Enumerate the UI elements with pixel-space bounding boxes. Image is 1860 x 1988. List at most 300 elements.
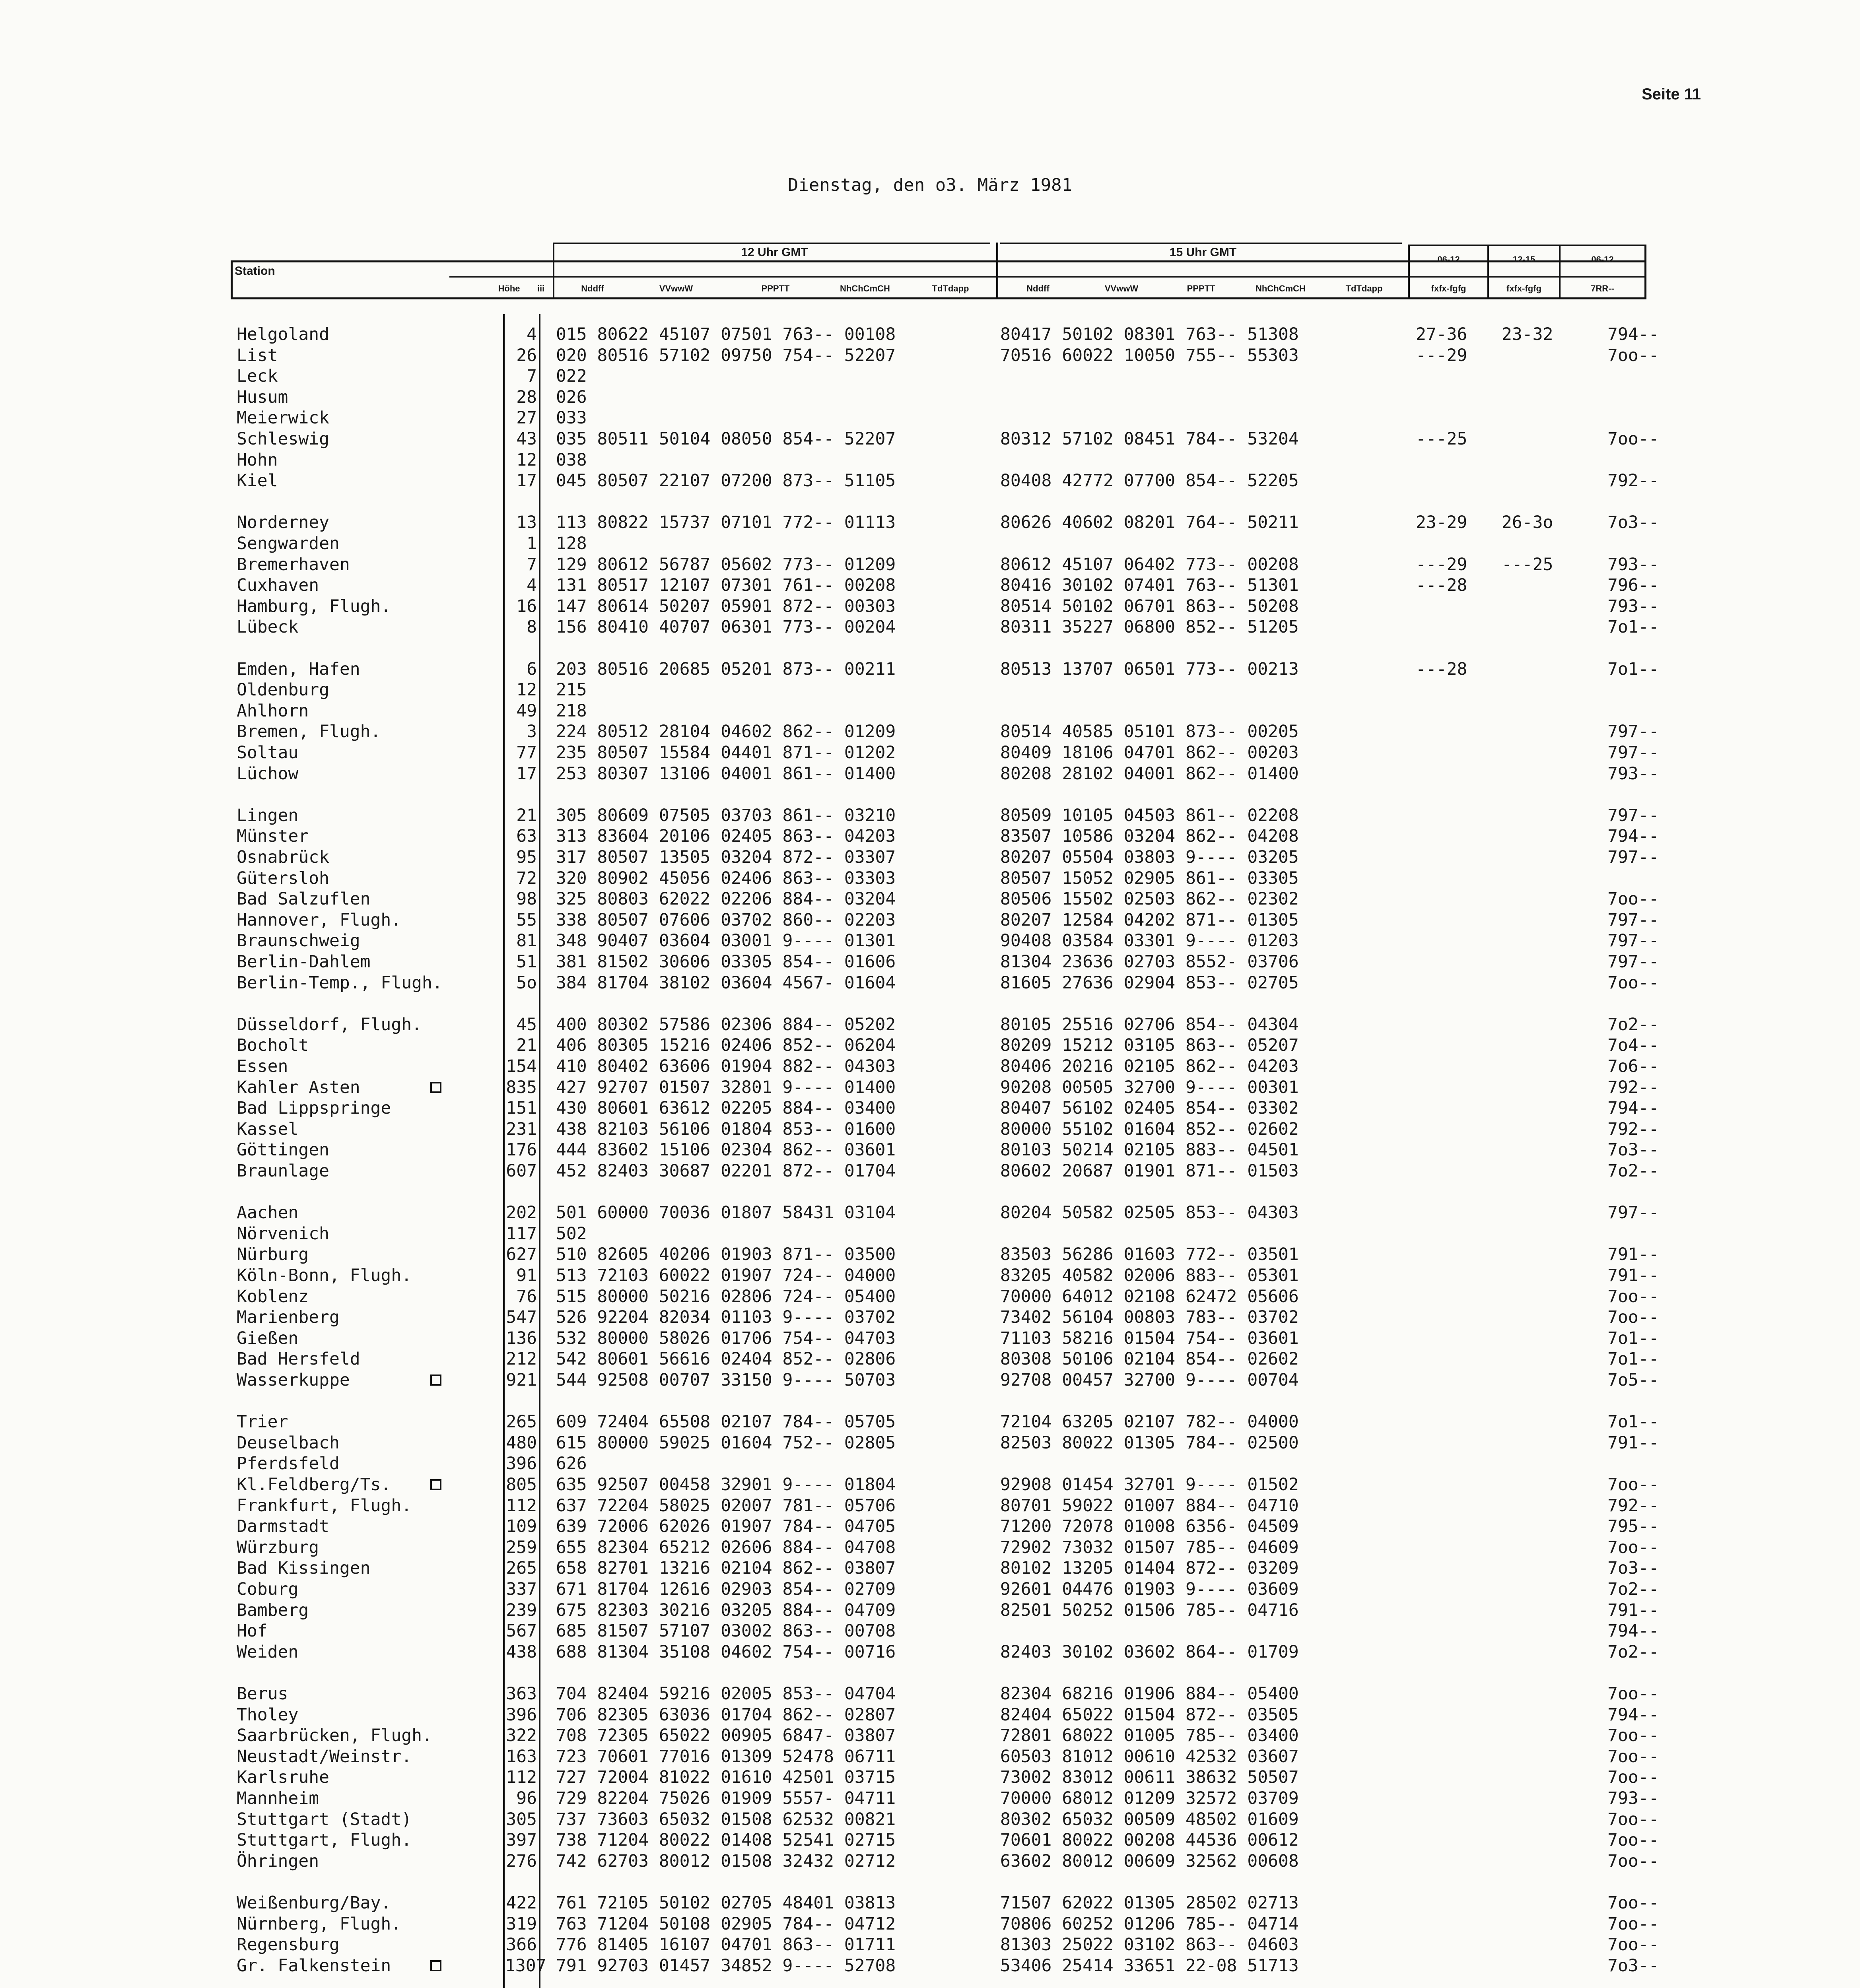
- precip-06-12: 794--: [1607, 1621, 1659, 1641]
- station-hoehe: 480: [506, 1433, 537, 1453]
- station-name: Wasserkuppe: [237, 1370, 350, 1390]
- table-row: [0, 1307, 1860, 1328]
- table-row: [0, 910, 1860, 931]
- precip-06-12: 797--: [1607, 847, 1659, 867]
- gust-06-12: ---29: [1416, 346, 1467, 365]
- station-name: Hof: [237, 1621, 268, 1641]
- precip-06-12: 7oo--: [1607, 1726, 1659, 1745]
- station-hoehe: 319: [506, 1914, 537, 1934]
- station-hoehe: 322: [506, 1726, 537, 1745]
- table-row: [0, 1035, 1860, 1056]
- obs-12-uhr: 022: [556, 366, 587, 386]
- station-hoehe: 17: [516, 764, 537, 784]
- table-row: [0, 1202, 1860, 1223]
- header-hoehe: Höhe: [498, 283, 520, 293]
- obs-12-uhr: 502: [556, 1224, 587, 1244]
- obs-15-uhr: 70601 80022 00208 44536 00612: [1000, 1830, 1299, 1850]
- obs-12-uhr: 203 80516 20685 05201 873-- 00211: [556, 659, 896, 679]
- station-hoehe: 366: [506, 1935, 537, 1955]
- header-range-06-12-rr: 06-12: [1591, 254, 1614, 264]
- precip-06-12: 7oo--: [1607, 1914, 1659, 1934]
- station-name: Norderney: [237, 513, 329, 532]
- station-hoehe: 1307: [505, 1956, 546, 1976]
- obs-12-uhr: 763 71204 50108 02905 784-- 04712: [556, 1914, 896, 1934]
- station-name: Kl.Feldberg/Ts.: [237, 1475, 391, 1495]
- precip-06-12: 7oo--: [1607, 1809, 1659, 1829]
- table-row: [0, 617, 1860, 638]
- precip-06-12: 7oo--: [1607, 1684, 1659, 1704]
- station-name: Lüchow: [237, 764, 299, 784]
- precip-06-12: 797--: [1607, 722, 1659, 742]
- obs-15-uhr: 80701 59022 01007 884-- 04710: [1000, 1496, 1299, 1516]
- station-hoehe: 8: [527, 617, 537, 637]
- station-name: Hamburg, Flugh.: [237, 596, 391, 616]
- obs-15-uhr: 71103 58216 01504 754-- 03601: [1000, 1328, 1299, 1348]
- station-hoehe: 265: [506, 1412, 537, 1432]
- obs-12-uhr: 035 80511 50104 08050 854-- 52207: [556, 429, 896, 449]
- station-hoehe: 259: [506, 1538, 537, 1557]
- station-name: Kiel: [237, 471, 278, 491]
- station-hoehe: 396: [506, 1454, 537, 1474]
- precip-06-12: 792--: [1607, 1077, 1659, 1097]
- station-hoehe: 28: [516, 387, 537, 407]
- station-hoehe: 396: [506, 1705, 537, 1725]
- obs-12-uhr: 038: [556, 450, 587, 470]
- table-row: [0, 408, 1860, 429]
- obs-12-uhr: 685 81507 57107 03002 863-- 00708: [556, 1621, 896, 1641]
- gust-06-12: ---25: [1416, 429, 1467, 449]
- obs-12-uhr: 325 80803 62022 02206 884-- 03204: [556, 889, 896, 909]
- obs-15-uhr: 60503 81012 00610 42532 03607: [1000, 1747, 1299, 1767]
- obs-12-uhr: 427 92707 01507 32801 9---- 01400: [556, 1077, 896, 1097]
- obs-12-uhr: 253 80307 13106 04001 861-- 01400: [556, 764, 896, 784]
- obs-15-uhr: 70806 60252 01206 785-- 04714: [1000, 1914, 1299, 1934]
- table-row: [0, 1600, 1860, 1621]
- station-name: Gütersloh: [237, 868, 329, 888]
- obs-15-uhr: 71507 62022 01305 28502 02713: [1000, 1893, 1299, 1913]
- station-name: Bad Salzuflen: [237, 889, 371, 909]
- station-name: Deuselbach: [237, 1433, 340, 1453]
- station-name: Münster: [237, 826, 309, 846]
- table-row: [0, 1537, 1860, 1558]
- table-row: [0, 429, 1860, 450]
- obs-15-uhr: 80207 12584 04202 871-- 01305: [1000, 910, 1299, 930]
- station-hoehe: 202: [506, 1203, 537, 1223]
- precip-06-12: 7o3--: [1607, 1956, 1659, 1976]
- header-range-06-12: 06-12: [1437, 254, 1460, 264]
- precip-06-12: 7o2--: [1607, 1642, 1659, 1662]
- precip-06-12: 7o1--: [1607, 1412, 1659, 1432]
- precip-06-12: 7o5--: [1607, 1370, 1659, 1390]
- precip-06-12: 7oo--: [1607, 1830, 1659, 1850]
- station-name: Tholey: [237, 1705, 299, 1725]
- obs-15-uhr: 82503 80022 01305 784-- 02500: [1000, 1433, 1299, 1453]
- gust-06-12: 23-29: [1416, 513, 1467, 532]
- obs-15-uhr: 80626 40602 08201 764-- 50211: [1000, 513, 1299, 532]
- table-row: [0, 742, 1860, 763]
- precip-06-12: 7oo--: [1607, 429, 1659, 449]
- station-name: Gr. Falkenstein: [237, 1956, 391, 1976]
- table-row: [0, 1014, 1860, 1035]
- obs-12-uhr: 542 80601 56616 02404 852-- 02806: [556, 1349, 896, 1369]
- station-name: Nürnberg, Flugh.: [237, 1914, 402, 1934]
- station-name: Trier: [237, 1412, 288, 1432]
- table-row: [0, 679, 1860, 701]
- col15-tdtdapp: TdTdapp: [1345, 283, 1383, 293]
- obs-12-uhr: 320 80902 45056 02406 863-- 03303: [556, 868, 896, 888]
- precip-06-12: 7oo--: [1607, 889, 1659, 909]
- obs-15-uhr: 90208 00505 32700 9---- 00301: [1000, 1077, 1299, 1097]
- table-row: [0, 1411, 1860, 1433]
- obs-12-uhr: 639 72006 62026 01907 784-- 04705: [556, 1516, 896, 1536]
- station-hoehe: 21: [516, 806, 537, 825]
- precip-06-12: 795--: [1607, 1516, 1659, 1536]
- precip-06-12: 7oo--: [1607, 1935, 1659, 1955]
- obs-15-uhr: 80209 15212 03105 863-- 05207: [1000, 1035, 1299, 1055]
- station-hoehe: 1: [527, 534, 537, 553]
- obs-15-uhr: 71200 72078 01008 6356- 04509: [1000, 1516, 1299, 1536]
- obs-12-uhr: 544 92508 00707 33150 9---- 50703: [556, 1370, 896, 1390]
- obs-12-uhr: 776 81405 16107 04701 863-- 01711: [556, 1935, 896, 1955]
- table-row: [0, 1558, 1860, 1579]
- obs-15-uhr: 81605 27636 02904 853-- 02705: [1000, 973, 1299, 993]
- col12-nddff: Nddff: [581, 283, 604, 293]
- table-row: [0, 847, 1860, 868]
- header-15-uhr: 15 Uhr GMT: [1169, 246, 1237, 259]
- obs-15-uhr: 80204 50582 02505 853-- 04303: [1000, 1203, 1299, 1223]
- station-name: Regensburg: [237, 1935, 340, 1955]
- station-name: Soltau: [237, 743, 299, 763]
- station-hoehe: 109: [506, 1516, 537, 1536]
- station-hoehe: 265: [506, 1558, 537, 1578]
- obs-15-uhr: 80406 20216 02105 862-- 04203: [1000, 1056, 1299, 1076]
- station-name: Koblenz: [237, 1287, 309, 1307]
- station-hoehe: 72: [516, 868, 537, 888]
- obs-12-uhr: 215: [556, 680, 587, 700]
- obs-15-uhr: 92908 01454 32701 9---- 01502: [1000, 1475, 1299, 1495]
- table-row: [0, 533, 1860, 554]
- station-hoehe: 627: [506, 1244, 537, 1264]
- table-row: [0, 1244, 1860, 1265]
- col15-ppptt: PPPTT: [1187, 283, 1215, 293]
- open-square-icon: [430, 1082, 441, 1093]
- table-row: [0, 659, 1860, 680]
- station-hoehe: 921: [506, 1370, 537, 1390]
- station-hoehe: 77: [516, 743, 537, 763]
- station-hoehe: 547: [506, 1307, 537, 1327]
- gust-06-12: ---28: [1416, 575, 1467, 595]
- obs-12-uhr: 637 72204 58025 02007 781-- 05706: [556, 1496, 896, 1516]
- obs-12-uhr: 224 80512 28104 04602 862-- 01209: [556, 722, 896, 742]
- station-name: Bocholt: [237, 1035, 309, 1055]
- table-row: [0, 1725, 1860, 1746]
- station-hoehe: 176: [506, 1140, 537, 1160]
- open-square-icon: [430, 1375, 441, 1386]
- table-row: [0, 1914, 1860, 1935]
- station-name: Coburg: [237, 1579, 299, 1599]
- obs-15-uhr: 73402 56104 00803 783-- 03702: [1000, 1307, 1299, 1327]
- table-row: [0, 512, 1860, 533]
- table-row: [0, 1705, 1860, 1726]
- table-row: [0, 721, 1860, 742]
- obs-15-uhr: 72902 73032 01507 785-- 04609: [1000, 1538, 1299, 1557]
- page-number: Seite 11: [1641, 85, 1701, 103]
- table-row: [0, 345, 1860, 366]
- table-row: [0, 826, 1860, 847]
- obs-15-uhr: 82501 50252 01506 785-- 04716: [1000, 1600, 1299, 1620]
- station-name: Frankfurt, Flugh.: [237, 1496, 412, 1516]
- station-hoehe: 95: [516, 847, 537, 867]
- obs-15-uhr: 80312 57102 08451 784-- 53204: [1000, 429, 1299, 449]
- obs-12-uhr: 532 80000 58026 01706 754-- 04703: [556, 1328, 896, 1348]
- obs-12-uhr: 430 80601 63612 02205 884-- 03400: [556, 1098, 896, 1118]
- station-hoehe: 438: [506, 1642, 537, 1662]
- station-name: Berlin-Temp., Flugh.: [237, 973, 443, 993]
- obs-15-uhr: 72104 63205 02107 782-- 04000: [1000, 1412, 1299, 1432]
- obs-12-uhr: 452 82403 30687 02201 872-- 01704: [556, 1161, 896, 1181]
- station-name: Hannover, Flugh.: [237, 910, 402, 930]
- obs-15-uhr: 80612 45107 06402 773-- 00208: [1000, 555, 1299, 575]
- station-hoehe: 567: [506, 1621, 537, 1641]
- table-row: [0, 1161, 1860, 1182]
- precip-06-12: 7oo--: [1607, 1851, 1659, 1871]
- station-name: Lingen: [237, 806, 299, 825]
- obs-15-uhr: 80506 15502 02503 862-- 02302: [1000, 889, 1299, 909]
- obs-12-uhr: 727 72004 81022 01610 42501 03715: [556, 1767, 896, 1787]
- precip-06-12: 793--: [1607, 1788, 1659, 1808]
- gust-06-12: ---29: [1416, 555, 1467, 575]
- table-row: [0, 366, 1860, 387]
- table-row: [0, 1370, 1860, 1391]
- precip-06-12: 7oo--: [1607, 1475, 1659, 1495]
- obs-15-uhr: 70000 68012 01209 32572 03709: [1000, 1788, 1299, 1808]
- precip-06-12: 797--: [1607, 931, 1659, 951]
- station-hoehe: 17: [516, 471, 537, 491]
- precip-06-12: 797--: [1607, 806, 1659, 825]
- station-name: Mannheim: [237, 1788, 319, 1808]
- station-hoehe: 13: [516, 513, 537, 532]
- precip-06-12: 791--: [1607, 1433, 1659, 1453]
- station-name: Darmstadt: [237, 1516, 329, 1536]
- precip-06-12: 7oo--: [1607, 1307, 1659, 1327]
- obs-15-uhr: 80416 30102 07401 763-- 51301: [1000, 575, 1299, 595]
- table-row: [0, 1788, 1860, 1809]
- table-row: [0, 1286, 1860, 1307]
- obs-15-uhr: 80417 50102 08301 763-- 51308: [1000, 324, 1299, 344]
- obs-12-uhr: 615 80000 59025 01604 752-- 02805: [556, 1433, 896, 1453]
- precip-06-12: 797--: [1607, 1203, 1659, 1223]
- station-hoehe: 5o: [516, 973, 537, 993]
- header-iii: iii: [537, 283, 545, 293]
- col15-vvwww: VVwwW: [1104, 283, 1139, 293]
- table-row: [0, 1265, 1860, 1286]
- obs-12-uhr: 218: [556, 701, 587, 721]
- table-row: [0, 470, 1860, 491]
- table-row: [0, 1119, 1860, 1140]
- obs-12-uhr: 444 83602 15106 02304 862-- 03601: [556, 1140, 896, 1160]
- station-hoehe: 422: [506, 1893, 537, 1913]
- gust-12-15: 26-3o: [1502, 513, 1553, 532]
- table-row: [0, 805, 1860, 826]
- table-row: [0, 575, 1860, 596]
- obs-12-uhr: 738 71204 80022 01408 52541 02715: [556, 1830, 896, 1850]
- obs-15-uhr: 81304 23636 02703 8552- 03706: [1000, 952, 1299, 972]
- obs-12-uhr: 658 82701 13216 02104 862-- 03807: [556, 1558, 896, 1578]
- station-name: Pferdsfeld: [237, 1454, 340, 1474]
- station-name: Leck: [237, 366, 278, 386]
- table-row: [0, 763, 1860, 784]
- obs-15-uhr: 80407 56102 02405 854-- 03302: [1000, 1098, 1299, 1118]
- station-name: Düsseldorf, Flugh.: [237, 1015, 422, 1035]
- precip-06-12: 793--: [1607, 596, 1659, 616]
- obs-15-uhr: 80103 50214 02105 883-- 04501: [1000, 1140, 1299, 1160]
- station-name: Husum: [237, 387, 288, 407]
- col15-nhchcmch: NhChCmCH: [1256, 283, 1306, 293]
- station-name: Sengwarden: [237, 534, 340, 553]
- table-row: [0, 1851, 1860, 1872]
- precip-06-12: 792--: [1607, 471, 1659, 491]
- table-row: [0, 1056, 1860, 1077]
- station-hoehe: 212: [506, 1349, 537, 1369]
- table-row: [0, 1474, 1860, 1495]
- station-hoehe: 45: [516, 1015, 537, 1035]
- obs-15-uhr: 63602 80012 00609 32562 00608: [1000, 1851, 1299, 1871]
- obs-12-uhr: 406 80305 15216 02406 852-- 06204: [556, 1035, 896, 1055]
- obs-12-uhr: 313 83604 20106 02405 863-- 04203: [556, 826, 896, 846]
- station-hoehe: 154: [506, 1056, 537, 1076]
- table-row: [0, 1349, 1860, 1370]
- obs-12-uhr: 671 81704 12616 02903 854-- 02709: [556, 1579, 896, 1599]
- table-row: [0, 387, 1860, 408]
- col12-nhchcmch: NhChCmCH: [840, 283, 890, 293]
- obs-12-uhr: 526 92204 82034 01103 9---- 03702: [556, 1307, 896, 1327]
- obs-12-uhr: 400 80302 57586 02306 884-- 05202: [556, 1015, 896, 1035]
- precip-06-12: 7o6--: [1607, 1056, 1659, 1076]
- precip-06-12: 791--: [1607, 1244, 1659, 1264]
- table-row: [0, 1934, 1860, 1955]
- station-hoehe: 63: [516, 826, 537, 846]
- precip-06-12: 7oo--: [1607, 1747, 1659, 1767]
- precip-06-12: 7o1--: [1607, 1328, 1659, 1348]
- precip-06-12: 7oo--: [1607, 1538, 1659, 1557]
- obs-15-uhr: 82404 65022 01504 872-- 03505: [1000, 1705, 1299, 1725]
- obs-12-uhr: 235 80507 15584 04401 871-- 01202: [556, 743, 896, 763]
- precip-06-12: 7o3--: [1607, 513, 1659, 532]
- station-name: Saarbrücken, Flugh.: [237, 1726, 432, 1745]
- obs-12-uhr: 635 92507 00458 32901 9---- 01804: [556, 1475, 896, 1495]
- obs-15-uhr: 80507 15052 02905 861-- 03305: [1000, 868, 1299, 888]
- precip-06-12: 797--: [1607, 910, 1659, 930]
- station-name: Stuttgart, Flugh.: [237, 1830, 412, 1850]
- table-row: [0, 1955, 1860, 1976]
- obs-15-uhr: 92708 00457 32700 9---- 00704: [1000, 1370, 1299, 1390]
- obs-12-uhr: 723 70601 77016 01309 52478 06711: [556, 1747, 896, 1767]
- station-hoehe: 7: [527, 366, 537, 386]
- precip-06-12: 7oo--: [1607, 1287, 1659, 1307]
- station-name: Weiden: [237, 1642, 299, 1662]
- obs-15-uhr: 90408 03584 03301 9---- 01203: [1000, 931, 1299, 951]
- table-row: [0, 973, 1860, 994]
- precip-06-12: 7o1--: [1607, 1349, 1659, 1369]
- station-hoehe: 98: [516, 889, 537, 909]
- station-name: Aachen: [237, 1203, 299, 1223]
- station-hoehe: 239: [506, 1600, 537, 1620]
- station-hoehe: 3: [527, 722, 537, 742]
- station-hoehe: 151: [506, 1098, 537, 1118]
- table-row: [0, 868, 1860, 889]
- obs-15-uhr: 81303 25022 03102 863-- 04603: [1000, 1935, 1299, 1955]
- station-name: Bremerhaven: [237, 555, 350, 575]
- table-row: [0, 1893, 1860, 1914]
- station-name: Emden, Hafen: [237, 659, 360, 679]
- station-hoehe: 16: [516, 596, 537, 616]
- obs-15-uhr: 80409 18106 04701 862-- 00203: [1000, 743, 1299, 763]
- station-hoehe: 81: [516, 931, 537, 951]
- table-row: [0, 324, 1860, 345]
- table-row: [0, 701, 1860, 722]
- station-hoehe: 6: [527, 659, 537, 679]
- obs-12-uhr: 501 60000 70036 01807 58431 03104: [556, 1203, 896, 1223]
- station-hoehe: 835: [506, 1077, 537, 1097]
- gust-06-12: ---28: [1416, 659, 1467, 679]
- table-row: [0, 1642, 1860, 1663]
- obs-15-uhr: 80602 20687 01901 871-- 01503: [1000, 1161, 1299, 1181]
- station-name: Osnabrück: [237, 847, 329, 867]
- station-hoehe: 112: [506, 1496, 537, 1516]
- obs-12-uhr: 026: [556, 387, 587, 407]
- station-name: Bad Kissingen: [237, 1558, 371, 1578]
- obs-15-uhr: 83507 10586 03204 862-- 04208: [1000, 826, 1299, 846]
- station-hoehe: 4: [527, 324, 537, 344]
- precip-06-12: 7oo--: [1607, 346, 1659, 365]
- table-row: [0, 1767, 1860, 1788]
- open-square-icon: [430, 1479, 441, 1490]
- station-name: Braunschweig: [237, 931, 360, 951]
- table-row: [0, 596, 1860, 617]
- obs-15-uhr: 80105 25516 02706 854-- 04304: [1000, 1015, 1299, 1035]
- obs-12-uhr: 510 82605 40206 01903 871-- 03500: [556, 1244, 896, 1264]
- precip-06-12: 7o4--: [1607, 1035, 1659, 1055]
- obs-15-uhr: 70516 60022 10050 755-- 55303: [1000, 346, 1299, 365]
- station-hoehe: 305: [506, 1809, 537, 1829]
- station-name: Berus: [237, 1684, 288, 1704]
- station-name: Göttingen: [237, 1140, 329, 1160]
- precip-06-12: 7oo--: [1607, 973, 1659, 993]
- obs-15-uhr: 53406 25414 33651 22-08 51713: [1000, 1956, 1299, 1976]
- obs-12-uhr: 338 80507 07606 03702 860-- 02203: [556, 910, 896, 930]
- station-name: Nürburg: [237, 1244, 309, 1264]
- obs-12-uhr: 609 72404 65508 02107 784-- 05705: [556, 1412, 896, 1432]
- obs-15-uhr: 80509 10105 04503 861-- 02208: [1000, 806, 1299, 825]
- obs-15-uhr: 73002 83012 00611 38632 50507: [1000, 1767, 1299, 1787]
- open-square-icon: [430, 1960, 441, 1971]
- station-hoehe: 21: [516, 1035, 537, 1055]
- precip-06-12: 791--: [1607, 1600, 1659, 1620]
- precip-06-12: 792--: [1607, 1119, 1659, 1139]
- precip-06-12: 7oo--: [1607, 1767, 1659, 1787]
- obs-15-uhr: 92601 04476 01903 9---- 03609: [1000, 1579, 1299, 1599]
- header-12-uhr: 12 Uhr GMT: [741, 246, 808, 259]
- precip-06-12: 797--: [1607, 743, 1659, 763]
- station-hoehe: 7: [527, 555, 537, 575]
- obs-12-uhr: 381 81502 30606 03305 854-- 01606: [556, 952, 896, 972]
- precip-06-12: 794--: [1607, 1098, 1659, 1118]
- station-hoehe: 4: [527, 575, 537, 595]
- table-row: [0, 1579, 1860, 1600]
- obs-12-uhr: 438 82103 56106 01804 853-- 01600: [556, 1119, 896, 1139]
- table-row: [0, 1683, 1860, 1705]
- obs-12-uhr: 791 92703 01457 34852 9---- 52708: [556, 1956, 896, 1976]
